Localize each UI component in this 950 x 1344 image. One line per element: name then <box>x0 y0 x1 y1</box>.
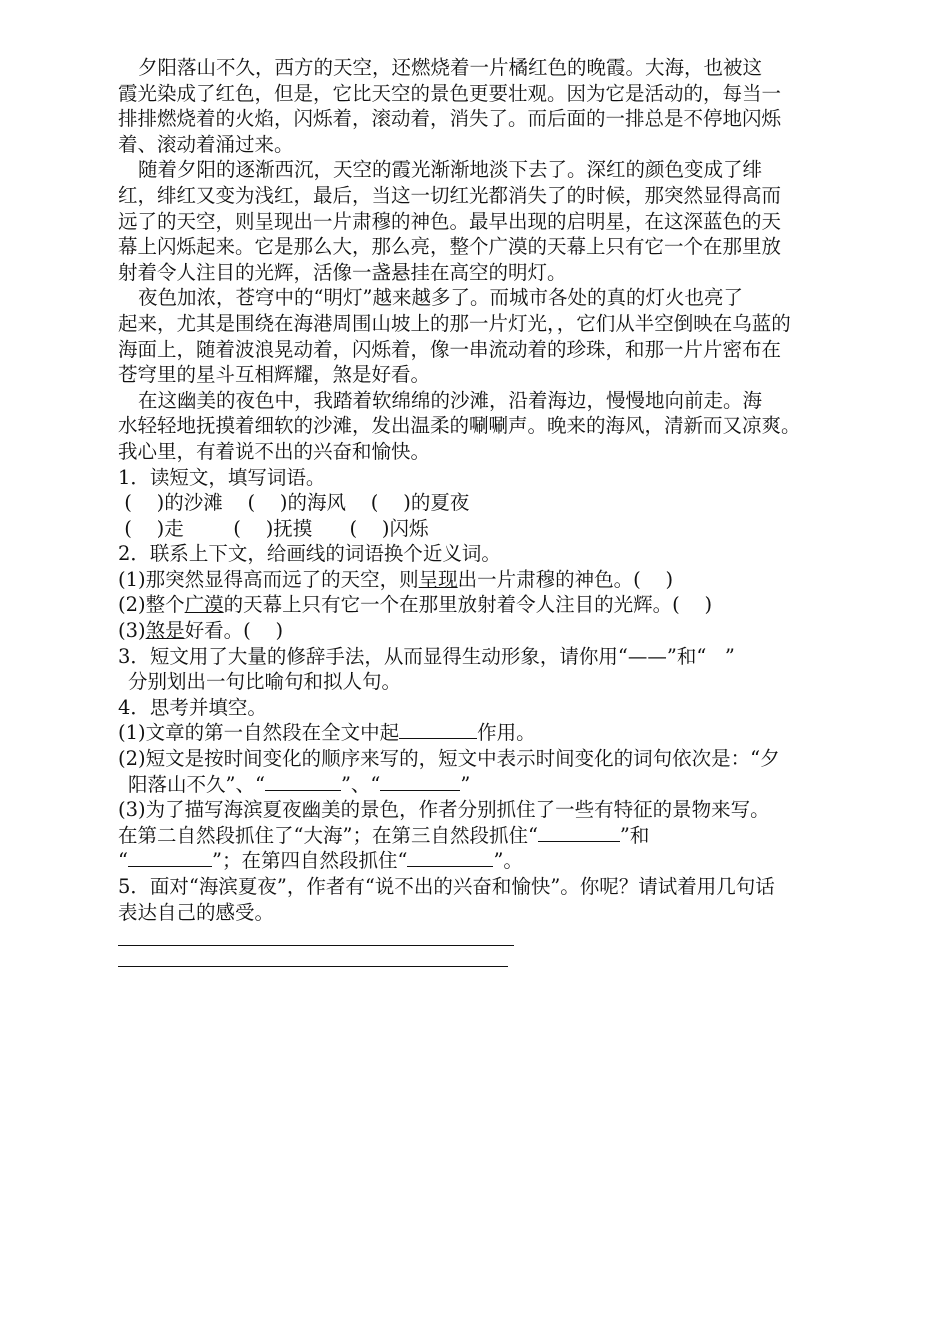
answer-blank[interactable] <box>399 720 477 739</box>
text-line: 在这幽美的夜色中，我踏着软绵绵的沙滩，沿着海边，慢慢地向前走。海 <box>138 388 763 412</box>
item-text: (1)那突然显得高而远了的天空，则 <box>118 567 419 591</box>
text-line: 着、滚动着涌过来。 <box>118 132 294 156</box>
item-text: ”；在第四自然段抓住“ <box>211 849 408 873</box>
question-3 <box>118 644 898 695</box>
question-5 <box>118 874 898 967</box>
question-item <box>118 720 898 746</box>
text-line: 射着令人注目的光辉，活像一盏悬挂在高空的明灯。 <box>118 260 567 284</box>
item-text: ”、“ <box>340 772 381 796</box>
item-text: 的天幕上只有它一个在那里放射着令人注目的光辉。( ) <box>223 593 713 617</box>
question-item <box>118 772 898 798</box>
text-line: 水轻轻地抚摸着细软的沙滩，发出温柔的唰唰声。晚来的海风，清新而又凉爽。 <box>118 414 801 438</box>
answer-line[interactable] <box>118 966 508 967</box>
paragraph-2 <box>118 157 898 285</box>
text-line: 远了的天空，则呈现出一片肃穆的神色。最早出现的启明星，在这深蓝色的天 <box>118 209 782 233</box>
item-text: 出一片肃穆的神色。( ) <box>457 567 674 591</box>
question-title: 4．思考并填空。 <box>118 695 267 719</box>
question-text: 3．短文用了大量的修辞手法，从而显得生动形象，请你用“——”和“ ” <box>118 644 735 668</box>
question-text: 表达自己的感受。 <box>118 900 275 924</box>
question-text: 分别划出一句比喻句和拟人句。 <box>128 670 402 694</box>
item-text: (2)整个 <box>118 593 185 617</box>
text-line: 随着夕阳的逐渐西沉，天空的霞光渐渐地淡下去了。深红的颜色变成了绯 <box>138 158 763 182</box>
item-text: 好看。( ) <box>184 619 284 643</box>
text-line: 夕阳落山不久，西方的天空，还燃烧着一片橘红色的晚霞。大海，也被这 <box>138 56 763 79</box>
question-item[interactable] <box>118 618 898 644</box>
text-line: 幕上闪烁起来。它是那么大，那么亮，整个广漠的天幕上只有它一个在那里放 <box>118 235 782 259</box>
question-item[interactable] <box>118 592 898 618</box>
text-line: 夜色加浓，苍穹中的“明灯”越来越多了。而城市各处的真的灯火也亮了 <box>138 286 743 310</box>
answer-line[interactable] <box>118 945 514 946</box>
text-line: 海面上，随着波浪晃动着，闪烁着，像一串流动着的珍珠，和那一片片密布在 <box>118 337 782 361</box>
question-item: (2)短文是按时间变化的顺序来写的，短文中表示时间变化的词句依次是：“夕 <box>118 747 780 771</box>
item-text: ”。 <box>493 849 523 873</box>
item-text: 作用。 <box>477 721 536 745</box>
text-line: 苍穹里的星斗互相辉耀，煞是好看。 <box>118 363 431 387</box>
question-text: 5．面对“海滨夏夜”，作者有“说不出的兴奋和愉快”。你呢？请试着用几句话 <box>118 875 775 898</box>
question-2 <box>118 541 898 643</box>
underlined-word: 煞是 <box>145 619 185 643</box>
answer-blank[interactable] <box>538 823 620 842</box>
item-text: (1)文章的第一自然段在全文中起 <box>118 721 400 745</box>
item-text: (3) <box>118 619 146 643</box>
question-item <box>118 823 898 849</box>
answer-blank[interactable] <box>407 848 493 867</box>
fill-row[interactable]: ( )的沙滩 ( )的海风 ( )的夏夜 <box>118 491 470 515</box>
text-line: 红，绯红又变为浅红，最后，当这一切红光都消失了的时候，那突然显得高而 <box>118 183 782 207</box>
worksheet <box>118 55 898 967</box>
question-item <box>118 848 898 874</box>
answer-blank[interactable] <box>265 772 341 791</box>
answer-blank[interactable] <box>380 772 460 791</box>
text-line: 我心里，有着说不出的兴奋和愉快。 <box>118 439 431 463</box>
question-title: 1．读短文，填写词语。 <box>118 465 326 489</box>
question-item[interactable] <box>118 567 898 593</box>
fill-row[interactable]: ( )走 ( )抚摸 ( )闪烁 <box>118 516 429 540</box>
answer-blank[interactable] <box>128 848 212 867</box>
question-1 <box>118 465 898 542</box>
item-text: ”和 <box>619 823 650 847</box>
underlined-word: 广漠 <box>184 593 224 617</box>
paragraph-1 <box>118 55 898 157</box>
question-item: (3)为了描写海滨夏夜幽美的景色，作者分别抓住了一些有特征的景物来写。 <box>118 798 770 822</box>
text-line: 排排燃烧着的火焰，闪烁着，滚动着，消失了。而后面的一排总是不停地闪烁 <box>118 107 782 131</box>
question-4 <box>118 695 898 874</box>
text-line: 起来，尤其是围绕在海港周围山坡上的那一片灯光，，它们从半空倒映在乌蓝的 <box>118 311 791 335</box>
paragraph-4 <box>118 388 898 465</box>
item-text: “ <box>118 849 128 873</box>
item-text: 阳落山不久”、“ <box>128 772 265 796</box>
underlined-word: 呈现 <box>418 567 458 591</box>
paragraph-3 <box>118 285 898 387</box>
item-text: 在第二自然段抓住了“大海”；在第三自然段抓住“ <box>118 823 538 847</box>
item-text: ” <box>460 772 471 796</box>
question-title: 2．联系上下文，给画线的词语换个近义词。 <box>118 542 501 566</box>
text-line: 霞光染成了红色，但是，它比天空的景色更要壮观。因为它是活动的，每当一 <box>118 81 782 105</box>
